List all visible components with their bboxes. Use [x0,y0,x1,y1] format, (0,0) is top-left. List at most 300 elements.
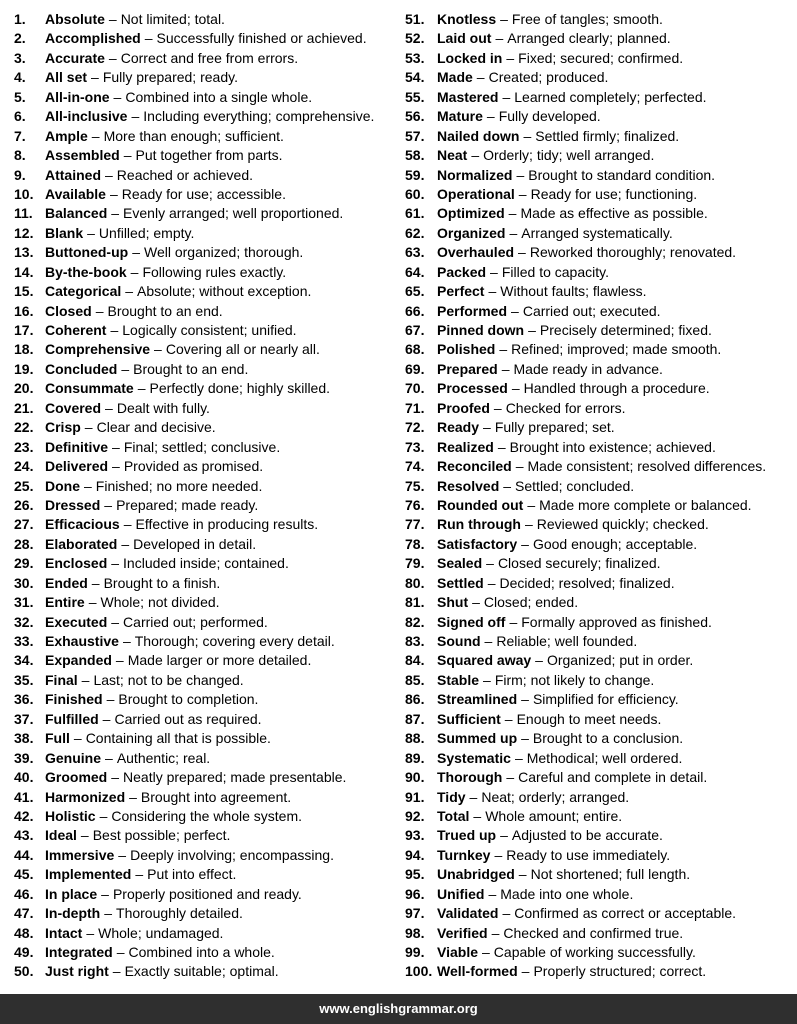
list-item [405,185,795,204]
item-term: Elaborated [45,535,118,552]
item-definition: Learned completely; perfected. [514,88,707,105]
item-separator: – [112,963,121,980]
item-term: Assembled [45,147,120,164]
item-separator: – [488,283,497,300]
item-definition: Created; produced. [488,69,609,86]
item-number: 18. [14,341,34,358]
item-definition: Simplified for efficiency. [532,691,679,708]
item-definition: Included inside; contained. [123,555,289,572]
item-separator: – [524,516,533,533]
item-number: 92. [405,807,425,824]
item-number: 7. [14,127,26,144]
item-separator: – [523,127,532,144]
item-definition: Whole; not divided. [100,594,220,611]
list-item [14,88,390,107]
item-term: Done [45,477,80,494]
list-item [405,749,795,768]
item-number: 2. [14,30,26,47]
item-number: 43. [14,827,34,844]
item-definition: Exactly suitable; optimal. [124,963,279,980]
item-term: Accomplished [45,30,141,47]
item-number: 50. [14,963,34,980]
item-term: Stable [437,671,480,688]
item-definition: Well organized; thorough. [144,244,304,261]
item-separator: – [521,963,530,980]
item-separator: – [123,516,132,533]
item-number: 58. [405,147,425,164]
item-separator: – [80,827,89,844]
item-separator: – [111,205,120,222]
item-definition: Clear and decisive. [96,419,216,436]
item-number: 53. [405,49,425,66]
item-term: All-in-one [45,88,110,105]
item-definition: Developed in detail. [133,535,257,552]
list-item [14,399,390,418]
list-item [405,146,795,165]
item-number: 63. [405,244,425,261]
item-definition: Whole; undamaged. [98,924,224,941]
item-term: Settled [437,574,484,591]
item-definition: Brought to a finish. [103,574,221,591]
item-number: 46. [14,885,34,902]
item-separator: – [104,496,113,513]
list-item [405,68,795,87]
list-item [14,690,390,709]
item-number: 30. [14,574,34,591]
item-definition: Precisely determined; fixed. [539,322,712,338]
item-definition: Settled; concluded. [515,477,635,494]
item-definition: Checked for errors. [505,399,626,416]
item-number: 17. [14,322,34,338]
item-separator: – [500,11,508,27]
item-term: Ideal [45,827,77,844]
item-number: 51. [405,11,425,27]
item-term: Genuine [45,749,102,766]
item-number: 88. [405,730,425,747]
item-definition: Good enough; acceptable. [532,535,698,552]
item-separator: – [497,438,506,455]
list-item [405,535,795,554]
list-item [14,943,390,962]
list-item [405,457,795,476]
item-definition: Neat; orderly; arranged. [481,788,630,805]
item-separator: – [501,360,510,377]
item-term: Dressed [45,496,101,513]
item-number: 80. [405,574,425,591]
list-item [405,321,795,340]
item-term: Blank [45,224,84,241]
list-item [14,29,390,48]
item-term: Absolute [45,11,105,27]
item-separator: – [486,555,494,572]
item-term: Knotless [437,11,497,27]
item-separator: – [490,263,498,280]
item-term: Immersive [45,846,115,863]
item-term: Operational [437,185,515,202]
item-number: 68. [405,341,425,358]
item-number: 56. [405,108,425,125]
item-term: Resolved [437,477,500,494]
item-number: 94. [405,846,425,863]
item-term: Total [437,807,470,824]
item-number: 62. [405,224,425,241]
item-separator: – [521,691,529,708]
item-term: Shut [437,594,469,611]
item-definition: Made larger or more detailed. [127,652,312,669]
list-item [14,477,390,496]
list-item [405,885,795,904]
item-number: 76. [405,496,425,513]
list-item [405,807,795,826]
item-definition: Authentic; real. [116,749,211,766]
item-term: Unified [437,885,485,902]
item-separator: – [104,905,113,922]
item-number: 77. [405,516,425,533]
list-item [405,632,795,651]
list-item [14,68,390,87]
item-number: 9. [14,166,26,183]
list-item [14,962,390,981]
item-term: Neat [437,147,468,164]
list-item [405,962,795,981]
item-number: 34. [14,652,34,669]
item-number: 96. [405,885,425,902]
item-number: 70. [405,380,425,397]
item-separator: – [130,263,139,280]
list-item [14,613,390,632]
item-term: Balanced [45,205,108,222]
item-definition: Brought into existence; achieved. [509,438,716,455]
item-number: 64. [405,263,425,280]
item-number: 23. [14,438,34,455]
item-number: 44. [14,846,34,863]
item-separator: – [110,322,119,338]
list-item [14,651,390,670]
item-separator: – [518,185,527,202]
list-item [14,749,390,768]
item-separator: – [84,419,93,436]
item-number: 26. [14,496,34,513]
item-term: Made [437,69,473,86]
list-item [14,243,390,262]
item-term: Polished [437,341,496,358]
item-number: 73. [405,438,425,455]
list-item [405,788,795,807]
item-term: Crisp [45,419,81,436]
item-separator: – [102,710,111,727]
list-item [14,204,390,223]
item-separator: – [486,108,495,125]
item-term: Implemented [45,866,132,883]
item-number: 28. [14,535,34,552]
item-definition: Reliable; well founded. [496,633,638,649]
item-separator: – [112,438,120,455]
item-term: Mature [437,108,483,125]
item-separator: – [488,885,497,902]
list-item [14,457,390,476]
item-separator: – [509,613,518,630]
item-separator: – [123,147,132,164]
list-item [405,340,795,359]
item-separator: – [84,477,92,494]
list-item [14,379,390,398]
item-separator: – [493,399,502,416]
item-separator: – [508,205,517,222]
item-definition: Ready for use; functioning. [530,185,698,202]
item-separator: – [132,244,140,261]
item-definition: Settled firmly; finalized. [535,127,680,144]
item-definition: Final; settled; conclusive. [123,438,281,455]
item-term: Groomed [45,769,108,786]
list-item [14,340,390,359]
item-separator: – [73,730,82,747]
item-separator: – [137,380,146,397]
item-definition: Considering the whole system. [111,807,303,824]
item-number: 45. [14,866,34,883]
item-term: Available [45,185,106,202]
list-item [405,204,795,223]
item-separator: – [105,166,113,183]
item-definition: Organized; put in order. [546,652,694,669]
list-item [405,690,795,709]
item-number: 8. [14,147,26,164]
item-number: 49. [14,944,34,960]
item-term: Reconciled [437,458,512,475]
list-item [405,379,795,398]
list-item [405,399,795,418]
list-item [14,166,390,185]
item-definition: Ready for use; accessible. [121,185,286,202]
item-definition: Carried out; executed. [522,302,661,319]
item-term: Systematic [437,749,511,766]
item-number: 22. [14,419,34,436]
item-separator: – [91,69,99,86]
item-definition: More than enough; sufficient. [103,127,284,144]
item-definition: Thorough; covering every detail. [134,633,335,649]
item-term: Exhaustive [45,633,119,649]
list-item [14,554,390,573]
item-term: Squared away [437,652,532,669]
item-term: Verified [437,924,488,941]
item-definition: Prepared; made ready. [116,496,259,513]
item-definition: Correct and free from errors. [120,49,299,66]
item-separator: – [91,127,100,144]
list-item [405,107,795,126]
item-number: 6. [14,108,26,125]
item-separator: – [521,730,529,747]
item-separator: – [135,866,144,883]
list-item [14,224,390,243]
item-number: 83. [405,633,425,649]
item-term: Validated [437,905,499,922]
list-item [405,826,795,845]
item-definition: Neatly prepared; made presentable. [123,769,347,786]
item-separator: – [504,710,513,727]
item-separator: – [469,788,478,805]
item-definition: Ready to use immediately. [506,846,671,863]
item-number: 100. [405,963,433,980]
list-item [405,127,795,146]
item-term: Sealed [437,555,483,572]
item-number: 79. [405,555,425,572]
item-number: 3. [14,49,26,66]
item-term: Executed [45,613,108,630]
list-item [14,321,390,340]
list-item [14,107,390,126]
list-item [14,924,390,943]
item-number: 38. [14,730,34,747]
item-term: Fulfilled [45,710,99,727]
item-definition: Evenly arranged; well proportioned. [123,205,344,222]
item-number: 24. [14,458,34,475]
item-number: 86. [405,691,425,708]
item-definition: Provided as promised. [123,458,264,475]
list-item [405,554,795,573]
item-definition: Fully prepared; ready. [102,69,238,86]
item-number: 87. [405,710,425,727]
item-definition: Not shortened; full length. [530,866,691,883]
item-definition: Covering all or nearly all. [165,341,320,358]
list-item [14,846,390,865]
item-number: 37. [14,710,34,727]
list-item [405,496,795,515]
list-item [14,146,390,165]
item-definition: Arranged systematically. [521,224,673,241]
item-separator: – [499,341,508,358]
item-separator: – [144,30,153,47]
item-separator: – [108,49,117,66]
item-term: Entire [45,594,85,611]
item-term: Finished [45,691,103,708]
item-number: 81. [405,594,425,611]
item-number: 57. [405,127,425,144]
item-separator: – [88,594,97,611]
item-definition: Not limited; total. [120,11,225,27]
item-number: 42. [14,807,34,824]
item-number: 31. [14,594,34,611]
item-term: Streamlined [437,691,518,708]
item-term: Attained [45,166,101,183]
item-number: 25. [14,477,34,494]
list-item [405,263,795,282]
item-definition: Reviewed quickly; checked. [536,516,709,533]
item-term: Enclosed [45,555,108,572]
item-definition: Absolute; without exception. [137,283,312,300]
item-number: 65. [405,283,425,300]
item-separator: – [112,458,120,475]
item-definition: Arranged clearly; planned. [507,30,671,47]
item-number: 13. [14,244,34,261]
item-term: Tidy [437,788,466,805]
item-number: 27. [14,516,34,533]
item-separator: – [154,341,162,358]
item-separator: – [502,88,511,105]
item-term: Unabridged [437,866,515,883]
list-item [405,846,795,865]
item-number: 75. [405,477,425,494]
item-definition: Decided; resolved; finalized. [499,574,675,591]
item-term: Closed [45,302,92,319]
item-number: 15. [14,283,34,300]
item-definition: Careful and complete in detail. [518,769,708,786]
item-term: Processed [437,380,508,397]
item-term: Locked in [437,49,503,66]
list-item [405,360,795,379]
item-term: Viable [437,944,478,960]
item-definition: Checked and confirmed true. [503,924,684,941]
item-term: Sound [437,633,481,649]
item-number: 33. [14,633,34,649]
item-separator: – [121,535,130,552]
list-item [405,477,795,496]
item-term: Final [45,671,78,688]
item-term: Concluded [45,360,118,377]
item-term: In-depth [45,905,101,922]
item-term: In place [45,885,98,902]
item-separator: – [500,827,508,844]
list-item [14,865,390,884]
item-number: 55. [405,88,425,105]
item-definition: Put together from parts. [135,147,283,164]
item-number: 91. [405,788,425,805]
item-definition: Last; not to be changed. [93,671,244,688]
item-term: Delivered [45,458,109,475]
item-term: Ready [437,419,480,436]
item-term: Perfect [437,283,485,300]
list-item [405,729,795,748]
item-number: 82. [405,613,425,630]
item-term: Proofed [437,399,490,416]
item-definition: Fully developed. [498,108,601,125]
list-item [14,768,390,787]
item-term: All set [45,69,88,86]
item-term: Pinned down [437,322,525,338]
item-separator: – [473,807,482,824]
item-term: Consummate [45,380,134,397]
footer-url[interactable]: www.englishgrammar.org [0,994,797,1024]
item-separator: – [503,477,512,494]
item-definition: Firm; not likely to change. [494,671,655,688]
item-definition: Perfectly done; highly skilled. [149,380,331,397]
list-item [14,671,390,690]
item-separator: – [509,224,518,241]
item-term: Packed [437,263,487,280]
item-definition: Brought to an end. [133,360,249,377]
item-definition: Combined into a whole. [128,944,275,960]
item-number: 5. [14,88,26,105]
item-separator: – [484,633,493,649]
list-item [14,632,390,651]
item-separator: – [502,905,511,922]
item-separator: – [494,846,503,863]
item-separator: – [528,322,536,338]
item-separator: – [125,283,134,300]
list-item [14,807,390,826]
item-separator: – [521,535,529,552]
item-term: Just right [45,963,109,980]
item-separator: – [105,749,113,766]
list-item [14,515,390,534]
item-separator: – [514,749,523,766]
list-item [14,302,390,321]
item-term: Mastered [437,88,499,105]
item-number: 14. [14,263,34,280]
item-definition: Containing all that is possible. [85,730,271,747]
item-term: Ended [45,574,88,591]
item-number: 72. [405,419,425,436]
list-item [14,360,390,379]
item-term: Intact [45,924,83,941]
